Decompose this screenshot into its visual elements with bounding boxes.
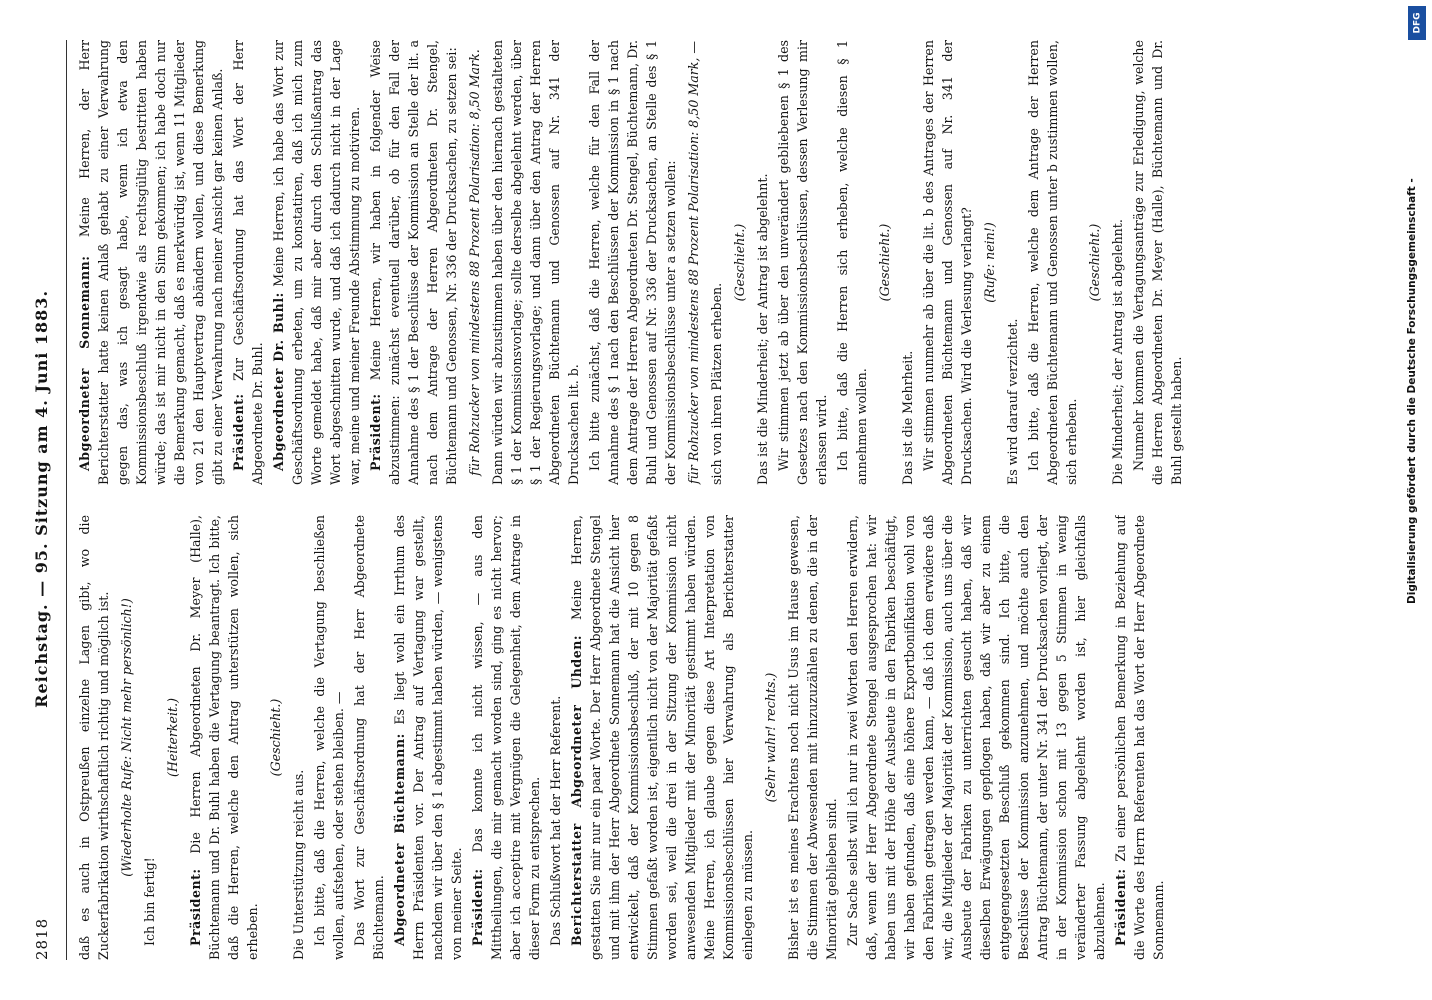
paragraph — [833, 40, 871, 485]
paragraph — [730, 40, 749, 485]
page-number: 2818 — [33, 917, 51, 960]
paragraph — [1024, 40, 1081, 485]
paragraph-text: (Rufe: nein!) — [982, 222, 997, 303]
paragraph-text: daß es auch in Ostpreußen einzelne Lagen gibt, wo die Zuckerfabrikation wirthschaftlich richtig und möglich ist. — [77, 515, 111, 960]
paragraph-text: Das konnte ich nicht wissen, — aus den Mittheilungen, die mir gemacht worden sind, ging es nicht hervor; aber ich acceptire mit Vergnügen die Gelegenheit, dem Antrage in dieser Form zu entsprechen. — [470, 515, 542, 960]
page-title: Reichstag. — 95. Sitzung am 4. Juni 1883. — [32, 289, 51, 708]
paragraph-text: (Heiterkeit.) — [165, 698, 180, 777]
speaker-name: Abgeordneter Sonnemann: — [77, 255, 92, 471]
paragraph — [186, 515, 262, 960]
paragraph — [1108, 40, 1127, 485]
paragraph-text: Wir stimmen jetzt ab über den unverändert gebliebenen § 1 des Gesetzes nach den Kommissionsbeschlüssen, dessen Verlesung mir erlassen wird. — [776, 40, 829, 485]
paragraph — [1085, 40, 1104, 485]
paragraph-text: Zur Geschäftsordnung hat das Wort der Herr Abgeordnete Dr. Buhl. — [231, 40, 265, 485]
paragraph-text: Es liegt wohl ein Irrthum des Herrn Präsidenten vor. Der Antrag auf Vertagung war gestellt, nachdem wir über den § 1 abgestimmt haben würden, — wenigstens von meiner Seite. — [392, 515, 464, 960]
paragraph — [784, 515, 841, 960]
paragraph — [898, 40, 917, 485]
paragraph-text: Ich bin fertig! — [142, 857, 157, 946]
paragraph — [350, 515, 388, 960]
paragraph-text: (Geschieht.) — [268, 698, 283, 777]
paragraph-text: Meine Herren, gestatten Sie mir nur ein paar Worte. Der Herr Abgeordnete Stengel und mit ihm der Herr Abgeordnete Sonnemann hat die Ansicht hier entwickelt, daß der Kommissionsbeschluß, der mit 10 gegen 8 Stimmen gefaßt worden ist, eigentlich nicht von der Majorität gefaßt worden sei, weil die drei in der Sitzung der Kommission nicht anwesenden Mitglieder mit der Minorität gestimmt haben würden. Meine Herren, ich glaube gegen diese Art Interpretation von Kommissionsbeschlüssen hier Verwahrung als Berichterstatter einlegen zu müssen. — [569, 515, 755, 960]
paragraph — [117, 515, 136, 960]
paragraph — [488, 40, 583, 485]
paragraph-text: Zur Sache selbst will ich nur in zwei Worten den Herren erwidern, daß, wenn der Herr Abgeordnete Stengel ausgesprochen hat: wir haben uns mit der Höhe der Ausbeute in den Fabriken beschäftigt, wir haben gefunden, daß eine höhere Exportbonifikation wohl von den Fabriken getragen werden kann, — daß ich dem erwidere daß wir, die Mitglieder der Majorität der Kommission, auch uns über die Ausbeute der Fabriken zu unterrichten gesucht haben, daß wir dieselben Erwägungen gepflogen haben, daß wir aber zu einem entgegengesetzten Beschluß gekommen sind. Ich bitte, die Beschlüsse der Kommission anzunehmen, und möchte auch den Antrag Büchtemann, der unter Nr. 341 der Drucksachen vorliegt, der in der Kommission schon mit 13 gegen 5 Stimmen in wenig veränderter Fassung abgelehnt worden ist, hier gleichfalls abzulehnen. — [845, 515, 1107, 960]
paragraph-text: Bisher ist es meines Erachtens noch nicht Usus im Hause gewesen, die Stimmen der Abwesenden mit hinzuzuzählen zu denen, die in der Minorität geblieben sind. — [786, 515, 839, 960]
paragraph — [75, 40, 227, 485]
right-column — [75, 40, 1365, 485]
paragraph — [761, 515, 780, 960]
paragraph-text: Meine Herren, ich habe das Wort zur Geschäftsordnung erbeten, um zu konstatiren, daß ich mich zum Worte gemeldet habe, daß mir aber durch den Schlußantrag das Wort abgeschnitten wurde, und daß ich dadurch nicht in der Lage war, meine und meiner Freunde Abstimmung zu motiviren. — [271, 40, 362, 485]
paragraph — [774, 40, 831, 485]
paragraph — [1003, 40, 1022, 485]
paragraph — [1129, 40, 1186, 485]
paragraph — [310, 515, 348, 960]
paragraph — [684, 40, 703, 485]
paragraph — [980, 40, 999, 485]
paragraph — [585, 40, 680, 485]
speaker-name: Präsident: — [188, 868, 203, 946]
speaker-name: Präsident: — [470, 868, 485, 946]
paragraph-text: Dann würden wir abzustimmen haben über den hiernach gestalteten § 1 der Kommissionsvorlage; sollte derselbe abgelehnt werden, über § 1 der Regierungsvorlage; und dann über den Antrag der Herren Abgeordneten Büchtemann und Genossen auf Nr. 341 der Drucksachen lit. b. — [490, 40, 581, 485]
paragraph-text: Ich bitte, daß die Herren sich erheben, welche diesen § 1 annehmen wollen. — [835, 40, 869, 485]
paragraph — [843, 515, 1109, 960]
paragraph — [269, 40, 364, 485]
paragraph — [266, 515, 285, 960]
speaker-name: Präsident: — [368, 393, 383, 471]
paragraph-text: Meine Herren, wir haben in folgender Weise abzustimmen: zunächst eventuell darüber, ob für den Fall der Annahme des § 1 der Beschlüsse der Kommission an Stelle der lit. a nach dem Antrage der Herren Abgeordneten Dr. Stengel, Büchtemann und Genossen, Nr. 336 der Drucksachen, zu setzen sei: — [368, 40, 459, 485]
paragraph — [75, 515, 113, 960]
paragraph — [919, 40, 976, 485]
paragraph-text: Ich bitte, daß die Herren, welche die Vertagung beschließen wollen, aufstehen, oder stehen bleiben. — — [312, 515, 346, 960]
paragraph-text: Nunmehr kommen die Vertagungsanträge zur Erledigung, welche die Herren Abgeordneten Dr. Meyer (Halle), Büchtemann und Dr. Buhl gestellt haben. — [1131, 40, 1184, 485]
paragraph-text: Das ist die Minderheit; der Antrag ist abgelehnt. — [755, 173, 770, 485]
paragraph-text: (Sehr wahr! rechts.) — [763, 672, 778, 803]
paragraph-text: Das Schlußwort hat der Herr Referent. — [548, 695, 563, 946]
left-column — [75, 515, 1365, 960]
header-rule — [66, 40, 67, 960]
speaker-name: Abgeordneter Dr. Buhl: — [271, 292, 286, 471]
paragraph — [546, 515, 565, 960]
paragraph — [163, 515, 182, 960]
paragraph-text: Die Unterstützung reicht aus. — [291, 769, 306, 960]
paragraph — [875, 40, 894, 485]
paragraph-text: Meine Herren, der Herr Berichterstatter hatte keinen Anlaß gehabt zu einer Verwahrung gegen das, was ich gesagt habe, wenn ich etwa den Kommissionsbeschluß irgendwie als rechtsgültig bestritten haben würde; das ist mir nicht in den Sinn gekommen; ich habe doch nur die Bemerkung gemacht, daß es merkwürdig ist, wenn 11 Mitglieder von 21 den Hauptvertrag abändern wollen, und diese Bemerkung gibt zu einer Verwahrung nach meiner Ansicht gar keinen Anlaß. — [77, 40, 225, 485]
speaker-name: Präsident: — [231, 393, 246, 471]
paragraph-text: Die Herren Abgeordneten Dr. Meyer (Halle), Büchtemann und Dr. Buhl haben die Vertagung beantragt. Ich bitte, daß die Herren, welche den Antrag unterstützen wollen, sich erheben. — [188, 515, 260, 960]
paragraph — [229, 40, 267, 485]
paragraph-text: (Geschieht.) — [1087, 223, 1102, 302]
digitization-credit: Digitalisierung gefördert durch die Deutsche Forschungsgemeinschaft - — [1406, 178, 1418, 604]
paragraph-text: für Rohzucker von mindestens 88 Prozent Polarisation: 8,50 Mark, — — [686, 40, 701, 485]
speaker-name: Präsident: — [1113, 868, 1128, 946]
dfg-logo — [1408, 6, 1426, 40]
paragraph — [468, 515, 544, 960]
paragraph — [289, 515, 308, 960]
paragraph-text: Ich bitte, daß die Herren, welche dem Antrage der Herren Abgeordneten Büchtemann und Genossen unter b zustimmen wollen, sich erheben. — [1026, 40, 1079, 485]
paragraph-text: (Geschieht.) — [877, 223, 892, 302]
paragraph-text: Das Wort zur Geschäftsordnung hat der Herr Abgeordnete Büchtemann. — [352, 515, 386, 960]
paragraph-text: Das ist die Mehrheit. — [900, 350, 915, 485]
paragraph-text: für Rohzucker von mindestens 88 Prozent Polarisation: 8,50 Mark. — [467, 49, 482, 476]
paragraph-text: Es wird darauf verzichtet. — [1005, 318, 1020, 485]
paragraph — [753, 40, 772, 485]
digitization-sidebar — [1400, 0, 1432, 1000]
text-columns — [75, 40, 1365, 960]
paragraph-text: Ich bitte zunächst, daß die Herren, welche für den Fall der Annahme des § 1 nach den Beschlüssen der Kommission in § 1 nach dem Antrage der Herren Abgeordneten Dr. Stengel, Büchtemann, Dr. Buhl und Genossen auf Nr. 336 der Drucksachen, an Stelle des § 1 der Kommissionsbeschlüsse unter a setzen wollen: — [587, 40, 678, 485]
speaker-name: Berichterstatter Abgeordneter Uhden: — [569, 634, 584, 946]
paragraph — [390, 515, 466, 960]
page-header — [18, 40, 66, 960]
paragraph — [366, 40, 461, 485]
paragraph — [140, 515, 159, 960]
dfg-logo-text: DFG — [1412, 12, 1423, 34]
paragraph — [465, 40, 484, 485]
speaker-name: Abgeordneter Büchtemann: — [392, 733, 407, 946]
paragraph — [707, 40, 726, 485]
paragraph-text: Zu einer persönlichen Bemerkung in Beziehung auf die Worte des Herrn Referenten hat das Wort der Herr Abgeordnete Sonnemann. — [1113, 515, 1166, 960]
paragraph — [567, 515, 757, 960]
paragraph-text: sich von ihren Plätzen erheben. — [709, 282, 724, 485]
paragraph — [1111, 515, 1168, 960]
paragraph-text: Die Minderheit; der Antrag ist abgelehnt. — [1110, 219, 1125, 485]
paragraph-text: (Geschieht.) — [732, 223, 747, 302]
paragraph-text: Wir stimmen nunmehr ab über die lit. b des Antrages der Herren Abgeordneten Büchtemann und Genossen auf Nr. 341 der Drucksachen. Wird die Verlesung verlangt? — [921, 40, 974, 485]
paragraph-text: (Wiederholte Rufe: Nicht mehr persönlich!) — [119, 598, 134, 877]
